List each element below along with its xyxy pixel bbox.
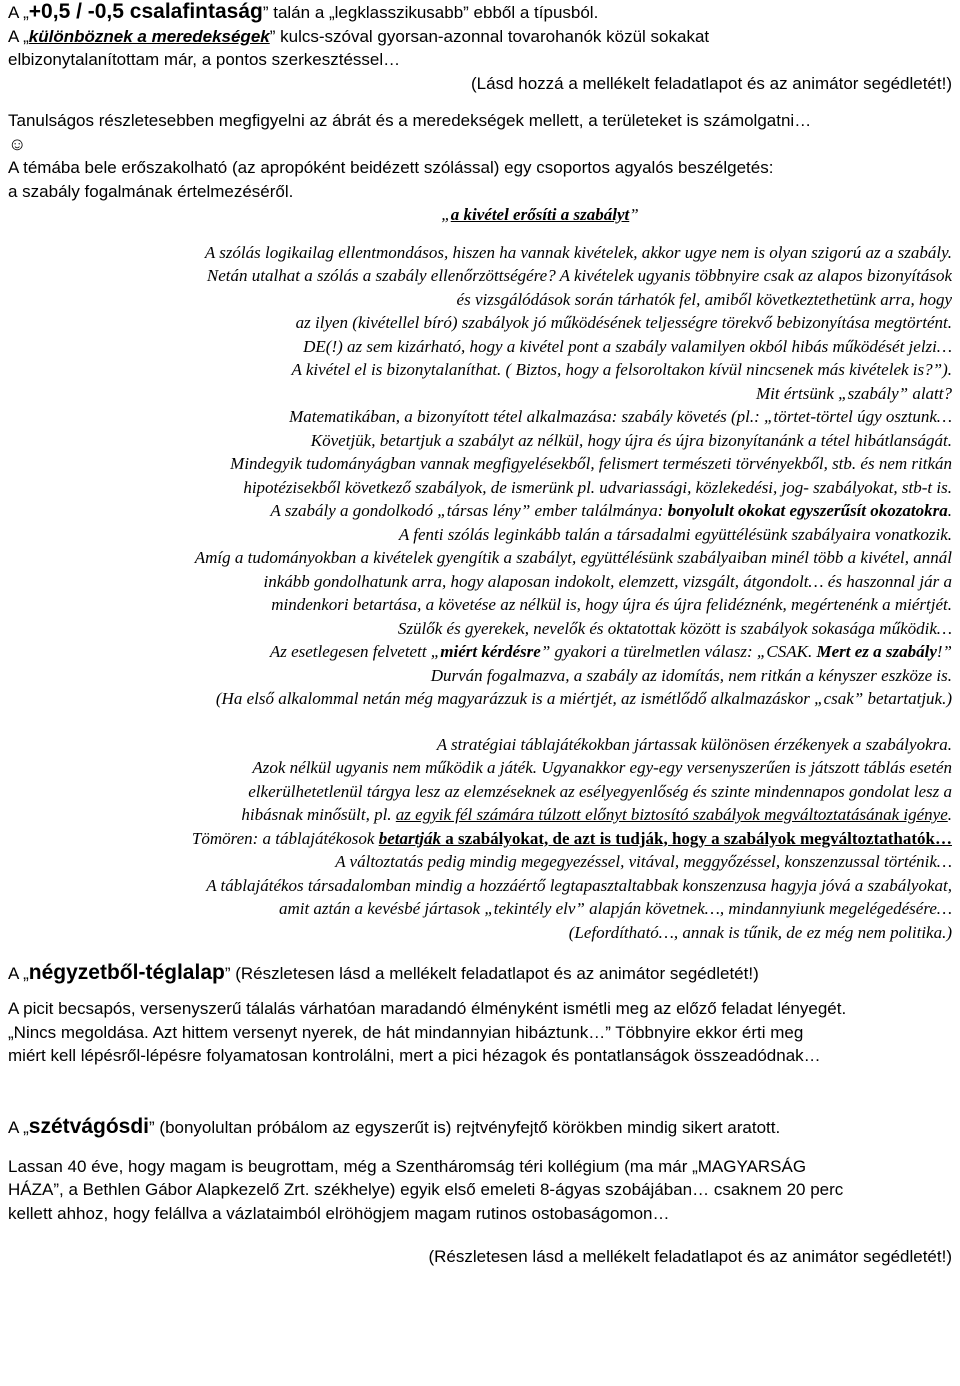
text: A „: [8, 3, 29, 22]
reference-note: (Részletesen lásd a mellékelt feladatlapot és az animátor segédletét!): [235, 964, 759, 983]
essay-line: Szülők és gyerekek, nevelők és oktatottak között is szabályok sokasága működik…: [397, 618, 952, 638]
paragraph-line: elbizonytalanítottam már, a pontos szerkesztéssel…: [8, 50, 401, 69]
paragraph-line: kellett ahhoz, hogy felállva a vázlataimból elröhögjem magam rutinos ostobaságomon…: [8, 1203, 670, 1223]
bold-phrase: bonyolult okokat egyszerűsít okozatokra: [667, 501, 948, 520]
smiley-icon: ☺: [8, 133, 27, 154]
essay-line: Netán utalhat a szólás a szabály ellenőrzöttségére? A kivételek ugyanis többnyire csak az alapos bizonyítások: [206, 266, 952, 285]
section3-heading: [8, 1112, 952, 1143]
text: A szabály a gondolkodó „társas lény” ember találmánya:: [270, 501, 668, 520]
text: Az esetlegesen felvetett „: [269, 642, 441, 661]
section1-title: +0,5 / -0,5 csalafintaság: [28, 0, 263, 23]
spacer: [8, 1068, 952, 1112]
paragraph-line: „Nincs megoldása. Azt hittem versenyt nyerek, de hát mindannyian hibáztunk…” Többnyire ekkor érti meg: [8, 1022, 804, 1042]
proverb-text: a kivétel erősíti a szabályt: [450, 205, 630, 224]
text: ” gyakori a türelmetlen válasz: „CSAK.: [540, 642, 817, 661]
underlined-phrase: az egyik fél számára túlzott előnyt biztosító szabályok megváltoztatásának igénye: [395, 805, 948, 824]
essay-line: A kivétel el is bizonytalaníthat. ( Biztos, hogy a felsoroltakon kívül nincsenek más kivételek is?”).: [291, 360, 952, 379]
proverb-quote: [8, 203, 952, 227]
section2-heading: [8, 958, 952, 989]
essay-line: Mindegyik tudományágban vannak megfigyelésekből, felismert természeti törvényekből, stb. és nem ritkán: [230, 454, 952, 473]
bold-underlined-phrase: betartják: [378, 828, 442, 848]
essay-line: [8, 499, 952, 523]
paragraph-line: HÁZA”, a Bethlen Gábor Alapkezelő Zrt. székhelye) egyik első emeleti 8-ágyas szobájában… csaknem 20 perc: [8, 1180, 844, 1199]
text: ” talán a „legklasszikusabb” ebből a típusból.: [262, 3, 599, 22]
spacer: [8, 711, 952, 733]
text: !”: [936, 642, 952, 661]
section3-title: szétvágósdi: [28, 1114, 150, 1138]
section2-title: négyzetből-téglalap: [28, 961, 225, 984]
spacer: [8, 1143, 952, 1155]
text: .: [947, 805, 952, 824]
reference-note: (Lásd hozzá a mellékelt feladatlapot és az animátor segédletét!): [471, 73, 952, 93]
text: „: [441, 205, 451, 224]
reference-note: (Részletesen lásd a mellékelt feladatlapot és az animátor segédletét!): [428, 1247, 952, 1266]
essay-line: Durván fogalmazva, a szabály az idomítás, nem ritkán a kényszer eszköze is.: [430, 665, 952, 685]
text: A „: [8, 26, 29, 46]
paragraph-line: a szabály fogalmának értelmezéséről.: [8, 181, 294, 201]
paragraph-line: A témába bele erőszakolható (az apropóként beidézett szólással) egy csoportos agyalós beszélgetés:: [8, 158, 774, 177]
essay-line: (Ha első alkalommal netán még magyarázzuk is a miértjét, az ismétlődő alkalmazáskor „csak” betartatjuk.): [215, 689, 952, 708]
essay-line: Amíg a tudományokban a kivételek gyengítik a szabályt, együttélésünk szabályaiban minél több a kivétel, annál: [194, 548, 952, 567]
bold-phrase: miért kérdésre: [440, 642, 541, 661]
essay-line: A változtatás pedig mindig megegyezéssel, vitával, meggyőzéssel, konszenzussal történik…: [335, 852, 952, 871]
essay-line: Azok nélkül ugyanis nem működik a játék. Ugyanakkor egy-egy versenyszerűen is játszott táblás esetén: [252, 758, 952, 777]
essay-line: inkább gondolhatunk arra, hogy alaposan indokolt, elemzett, vizsgált, átgondolt… és haszonnal jár a: [263, 571, 952, 591]
essay-line: amit aztán a kevésbé jártasok „tekintély elv” alapján követnek…, mindannyiunk megelégedésére…: [278, 899, 952, 918]
essay-line: elkerülhetetlenül tárgya lesz az elemzéseknek az esélyegyenlőség és szinte mindennapos gondolat lesz a: [248, 781, 952, 801]
spacer: [8, 95, 952, 109]
essay-line: DE(!) az sem kizárható, hogy a kivétel pont a szabály valamilyen okból hibás működését jelzi…: [303, 336, 952, 356]
essay-line: [8, 640, 952, 664]
text: A „: [8, 964, 29, 983]
essay-line: hipotézisekből következő szabályok, de ismerünk pl. udvariassági, közlekedési, jog- szabályokat, stb-t is.: [243, 477, 952, 497]
paragraph-line: [8, 25, 952, 49]
essay-line: Matematikában, a bizonyított tétel alkalmazása: szabály követés (pl.: „törtet-törtel úgy osztunk…: [289, 407, 952, 426]
essay-block: [8, 241, 952, 945]
spacer: [8, 944, 952, 958]
text: ”: [149, 1117, 160, 1137]
essay-line: A szólás logikailag ellentmondásos, hiszen ha vannak kivételek, akkor ugye nem is olyan szigorú az a szabály.: [204, 242, 952, 262]
paragraph-line: A picit becsapós, versenyszerű tálalás várhatóan maradandó élményként ismétli meg az előző feladat lényegét.: [8, 999, 847, 1018]
essay-line: A fenti szólás leginkább talán a társadalmi együttélésünk szabályaira vonatkozik.: [398, 524, 952, 544]
text: ”: [629, 205, 639, 224]
paragraph-line: Tanulságos részletesebben megfigyelni az ábrát és a meredekségek mellett, a területeket is számolgatni…: [8, 111, 812, 130]
text: ”: [224, 964, 236, 983]
spacer: [8, 989, 952, 997]
essay-line: A táblajátékos társadalomban mindig a hozzáértő legtapasztaltabbak konszenzusa hagyja jóvá a szabályokat,: [206, 875, 952, 895]
essay-line: [8, 827, 952, 851]
text: A „: [8, 1117, 29, 1137]
keyword-emphasis: különböznek a meredekségek: [28, 26, 270, 46]
essay-line: Követjük, betartjuk a szabályt az nélkül, hogy újra és újra bizonyítanánk a tétel hibátlanságát.: [310, 430, 952, 450]
essay-line: (Lefordítható…, annak is tűnik, de ez még nem politika.): [568, 922, 952, 942]
essay-line: A stratégiai táblajátékokban jártassak különösen érzékenyek a szabályokra.: [436, 734, 952, 754]
section1-heading: [8, 0, 952, 25]
text: (bonyolultan próbálom az egyszerűt is) rejtvényfejtő körökben mindig sikert aratott.: [159, 1117, 781, 1137]
paragraph-line: miért kell lépésről-lépésre folyamatosan kontrolálni, mert a pici hézagok és pontatlanságok összeadódnak…: [8, 1046, 821, 1065]
essay-line: mindenkori betartása, a követése az nélkül is, hogy újra és újra felidéznénk, megértenénk a miértjét.: [271, 595, 952, 614]
essay-line: és vizsgálódások során tárhatók fel, amiből következtethetünk arra, hogy: [456, 289, 952, 309]
text: .: [947, 501, 952, 520]
text: Tömören: a táblajátékosok: [191, 828, 379, 848]
essay-line: az ilyen (kivétellel bíró) szabályok jó működésének teljességre törekvő bebizonyítása megtörtént.: [295, 313, 952, 332]
essay-line: [8, 803, 952, 827]
paragraph-line: Lassan 40 éve, hogy magam is beugrottam, még a Szentháromság téri kollégium (ma már „MAGYARSÁG: [8, 1156, 807, 1176]
bold-phrase: Mert ez a szabály: [816, 642, 937, 661]
spacer: [8, 1225, 952, 1245]
text: hibásnak minősült, pl.: [241, 805, 396, 824]
spacer: [8, 227, 952, 241]
bold-underlined-phrase: a szabályokat, de azt is tudják, hogy a szabályok megváltoztathatók…: [441, 828, 952, 848]
essay-line: Mit értsünk „szabály” alatt?: [756, 383, 952, 403]
text: ” kulcs-szóval gyorsan-azonnal tovarohanók közül sokakat: [269, 26, 710, 46]
